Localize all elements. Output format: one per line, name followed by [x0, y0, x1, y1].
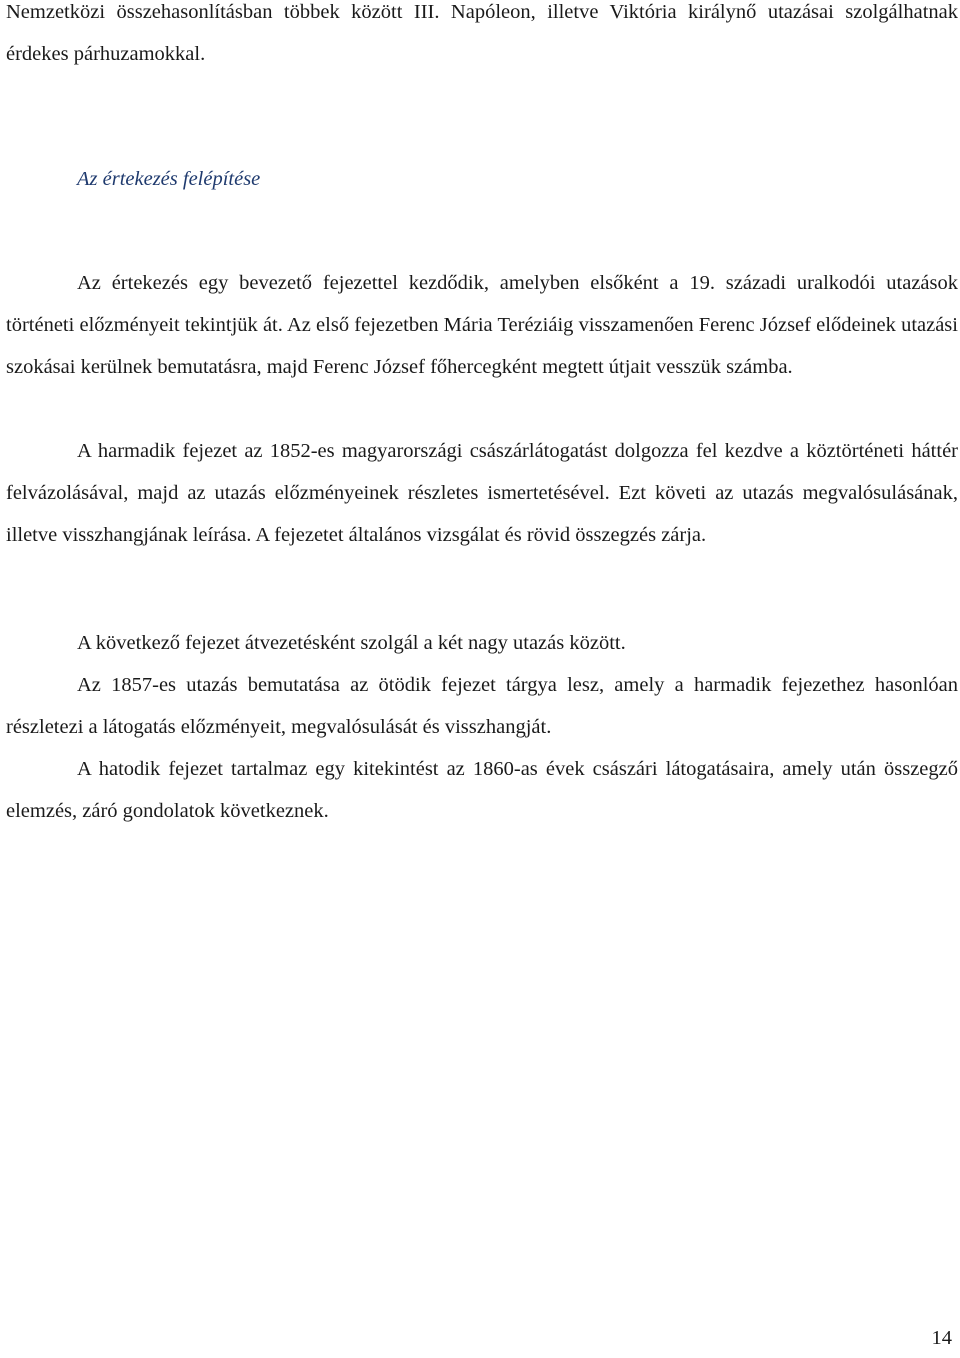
document-page — [6, 0, 958, 1358]
page-number: 14 — [931, 1327, 952, 1349]
section-heading: Az értekezés felépítése — [77, 168, 261, 190]
paragraph-chapter-six: A hatodik fejezet tartalmaz egy kitekintést az 1860-as évek császári látogatásaira, amely után összegző elemzés, záró gondolatok következnek. — [6, 758, 958, 822]
paragraph-chapter-five: Az 1857-es utazás bemutatása az ötödik fejezet tárgya lesz, amely a harmadik fejezethez hasonlóan részletezi a látogatás előzményeit, megvalósulását és visszhangját. — [6, 674, 958, 738]
paragraph-chapter-four: A következő fejezet átvezetésként szolgál a két nagy utazás között. — [77, 632, 626, 654]
paragraph-chapter-three: A harmadik fejezet az 1852-es magyarországi császárlátogatást dolgozza fel kezdve a köztörténeti háttér felvázolásával, majd az utazás előzményeinek részletes ismertetésével. Ezt követi az utazás megvalósulásának, illetve visszhangjának leírása. A fejezetet általános vizsgálat és rövid összegzés zárja. — [6, 440, 958, 546]
paragraph-intro: Az értekezés egy bevezető fejezettel kezdődik, amelyben elsőként a 19. századi uralkodói utazások történeti előzményeit tekintjük át. Az első fejezetben Mária Teréziáig visszamenően Ferenc József elődeinek utazási szokásai kerülnek bemutatásra, majd Ferenc József főhercegként megtett útjait vesszük számba. — [6, 272, 958, 378]
continuation-paragraph: Nemzetközi összehasonlításban többek között III. Napóleon, illetve Viktória királynő utazásai szolgálhatnak érdekes párhuzamokkal. — [6, 1, 958, 65]
